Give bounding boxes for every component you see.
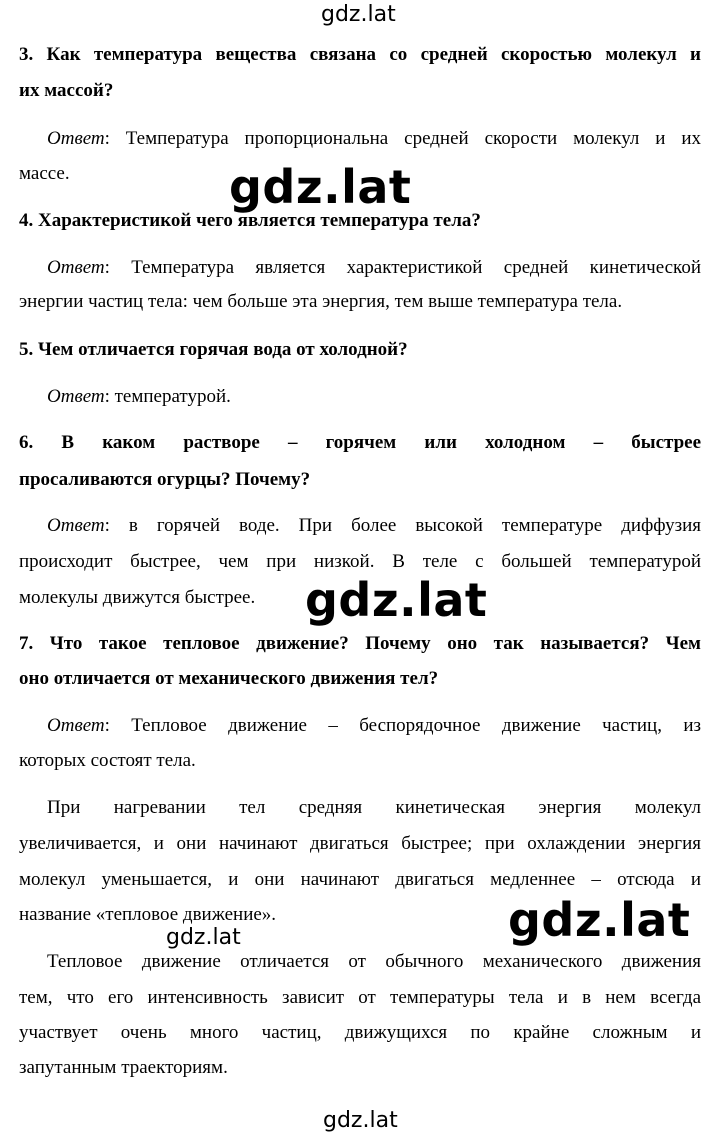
answer-4-line-2: энергии частиц тела: чем больше эта энергия, тем выше температура тела. (19, 291, 623, 312)
question-6-line-1: 6. В каком растворе – горячем или холодном – быстрее (19, 432, 701, 453)
answer-7-para-2-line-3: молекул уменьшается, и они начинают двигаться медленнее – отсюда и (19, 869, 701, 890)
answer-label: Ответ (47, 715, 105, 736)
answer-7-line-1 (19, 715, 701, 737)
answer-3-line-2: массе. (19, 163, 70, 184)
answer-4-line-1 (19, 257, 701, 279)
answer-7-line-2: которых состоят тела. (19, 750, 196, 771)
answer-7-para-2-line-2: увеличивается, и они начинают двигаться быстрее; при охлаждении энергия (19, 833, 701, 854)
answer-6-line-3: молекулы движутся быстрее. (19, 587, 256, 608)
answer-3-line-1 (19, 128, 701, 150)
watermark-big-3: gdz.lat (508, 893, 691, 947)
watermark-big-1: gdz.lat (229, 160, 412, 214)
answer-6-line-2: происходит быстрее, чем при низкой. В теле с большей температурой (19, 551, 701, 572)
watermark-big-2: gdz.lat (305, 573, 488, 627)
answer-label: Ответ (47, 257, 105, 278)
answer-6-line-1 (19, 515, 701, 537)
answer-label: Ответ (47, 128, 105, 149)
answer-3-text-1: : Температура пропорциональна средней скорости молекул и их (104, 128, 701, 149)
answer-label: Ответ (47, 515, 105, 536)
answer-7-para-3-line-2: тем, что его интенсивность зависит от температуры тела и в нем всегда (19, 987, 701, 1008)
answer-4-text-1: : Температура является характеристикой средней кинетической (104, 257, 701, 278)
question-5: 5. Чем отличается горячая вода от холодной? (19, 339, 408, 360)
answer-7-para-2-line-4: название «тепловое движение». (19, 904, 277, 925)
answer-5 (19, 386, 701, 408)
question-7-line-2: оно отличается от механического движения тел? (19, 668, 439, 689)
question-4: 4. Характеристикой чего является температура тела? (19, 210, 481, 231)
answer-7-para-3-line-1: Тепловое движение отличается от обычного механического движения (47, 951, 701, 972)
question-3-line-1: 3. Как температура вещества связана со средней скоростью молекул и (19, 44, 701, 65)
answer-6-text-1: : в горячей воде. При более высокой температуре диффузия (104, 515, 701, 536)
answer-7-para-2-line-1: При нагревании тел средняя кинетическая энергия молекул (47, 797, 701, 818)
watermark-top: gdz.lat (321, 2, 396, 27)
watermark-small-mid: gdz.lat (166, 925, 241, 950)
question-6-line-2: просаливаются огурцы? Почему? (19, 469, 311, 490)
question-3-line-2: их массой? (19, 80, 114, 101)
answer-label: Ответ (47, 386, 105, 407)
answer-7-para-3-line-3: участвует очень много частиц, движущихся по крайне сложным и (19, 1022, 701, 1043)
question-7-line-1: 7. Что такое тепловое движение? Почему оно так называется? Чем (19, 633, 701, 654)
answer-7-text-1: : Тепловое движение – беспорядочное движение частиц, из (104, 715, 701, 736)
watermark-bottom: gdz.lat (323, 1108, 398, 1133)
answer-5-text: : температурой. (104, 386, 231, 407)
answer-7-para-3-line-4: запутанным траекториям. (19, 1057, 228, 1078)
